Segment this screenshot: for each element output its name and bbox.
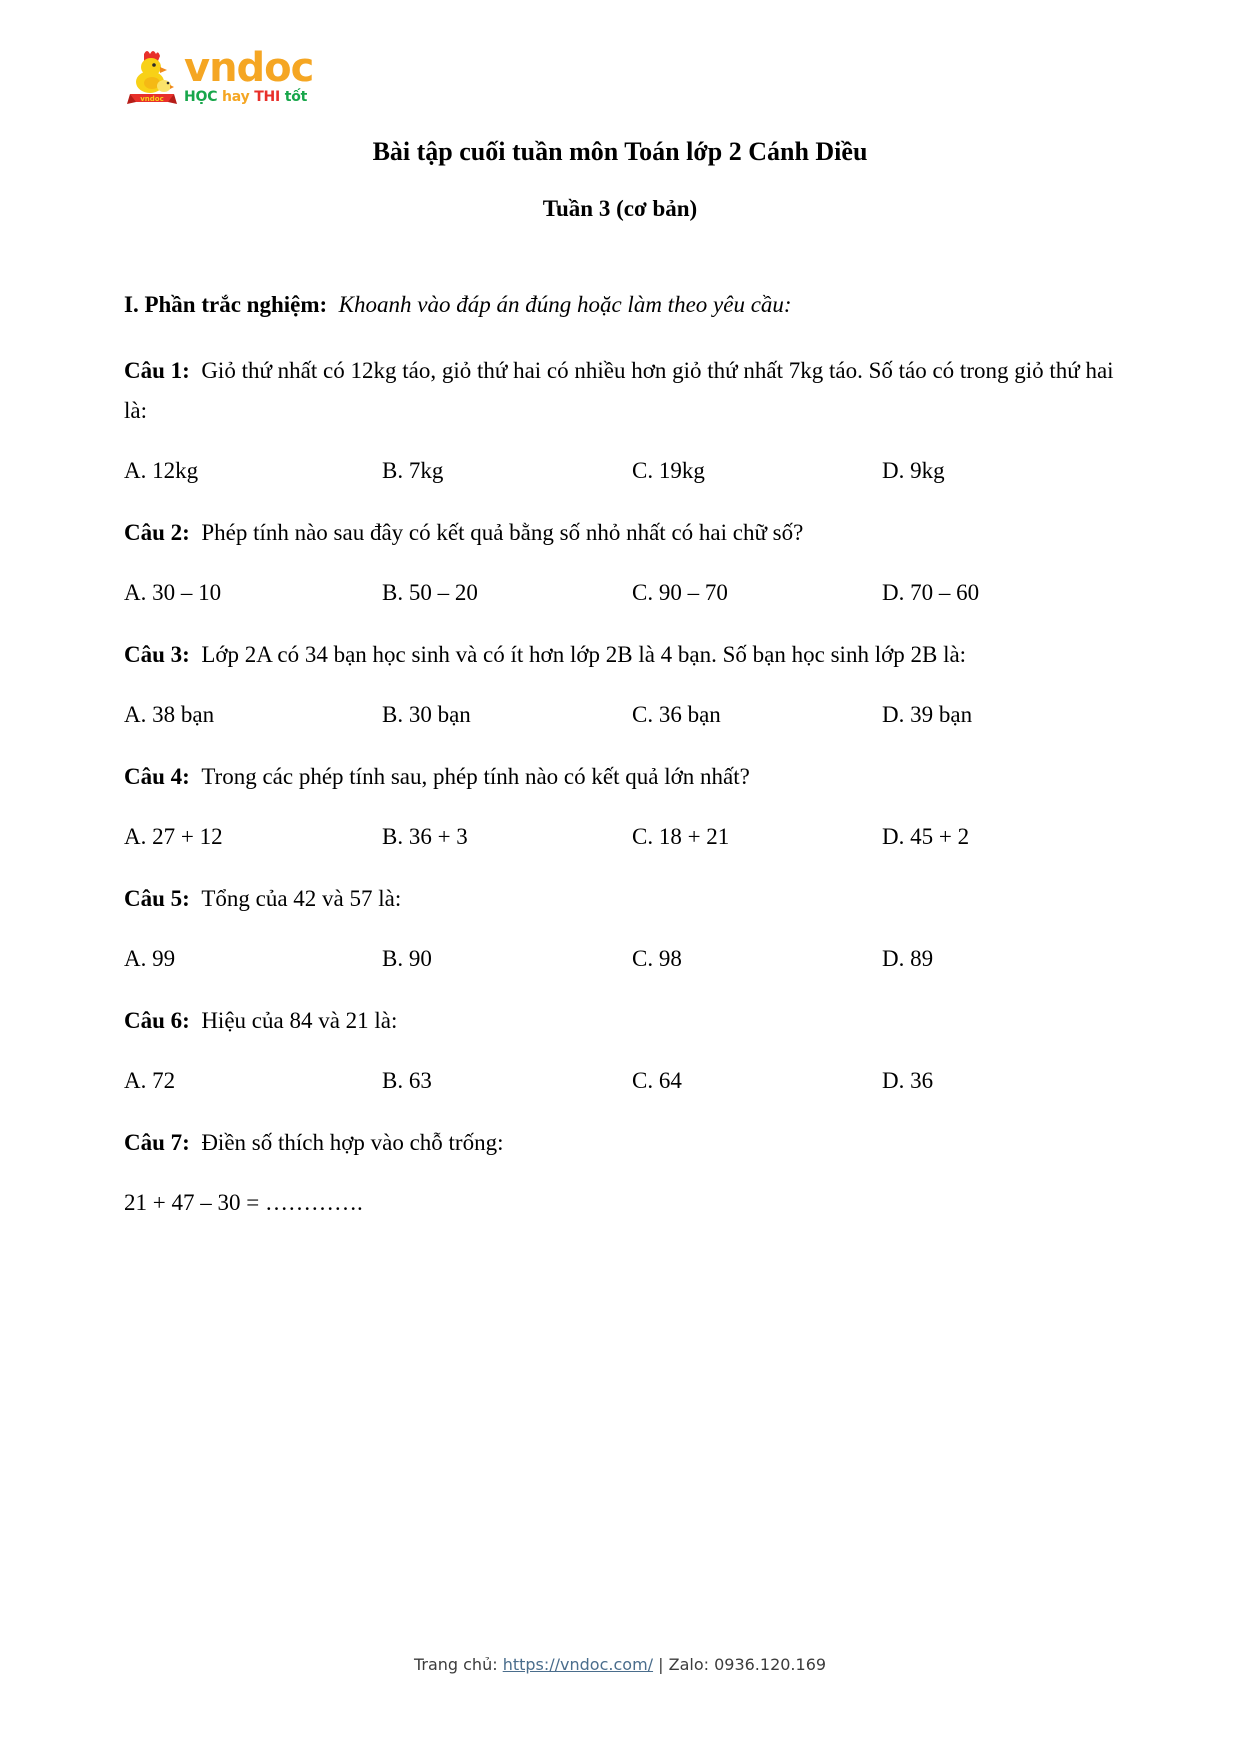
- tagline-hay: hay: [221, 89, 250, 105]
- question-label: Câu 6:: [124, 1008, 190, 1033]
- question-label: Câu 3:: [124, 642, 190, 667]
- question-block: [124, 1123, 1116, 1219]
- option-d[interactable]: D. 45 + 2: [882, 824, 970, 849]
- option-c[interactable]: C. 19kg: [632, 458, 705, 483]
- option-a[interactable]: A. 27 + 12: [124, 824, 223, 849]
- question-label: Câu 2:: [124, 520, 190, 545]
- option-b[interactable]: B. 30 bạn: [382, 702, 471, 727]
- tagline-hoc: HỌC: [184, 89, 218, 105]
- section-description: Khoanh vào đáp án đúng hoặc làm theo yêu cầu:: [338, 292, 792, 317]
- question-body: Hiệu của 84 và 21 là:: [201, 1008, 398, 1033]
- option-c[interactable]: C. 36 bạn: [632, 702, 721, 727]
- question-text: [124, 879, 1116, 919]
- fill-in-blank-line[interactable]: 21 + 47 – 30 = ………….: [124, 1190, 363, 1215]
- option-b[interactable]: B. 63: [382, 1068, 432, 1093]
- question-text: [124, 635, 1116, 675]
- question-text: [124, 1001, 1116, 1041]
- page-title: Bài tập cuối tuần môn Toán lớp 2 Cánh Diều: [372, 137, 868, 166]
- footer-contact: Zalo: 0936.120.169: [668, 1655, 827, 1674]
- question-text: [124, 351, 1116, 431]
- logo-wordmark: vndoc: [184, 45, 314, 91]
- option-c[interactable]: C. 90 – 70: [632, 580, 728, 605]
- footer-website-link[interactable]: https://vndoc.com/: [502, 1655, 654, 1674]
- question-block: [124, 879, 1116, 975]
- question-text: [124, 513, 1116, 553]
- option-b[interactable]: B. 50 – 20: [382, 580, 478, 605]
- section-label: I. Phần trắc nghiệm:: [124, 292, 328, 317]
- option-b[interactable]: B. 7kg: [382, 458, 444, 483]
- option-d[interactable]: D. 70 – 60: [882, 580, 980, 605]
- option-a[interactable]: A. 38 bạn: [124, 702, 215, 727]
- option-d[interactable]: D. 9kg: [882, 458, 945, 483]
- chicken-mascot-icon: [124, 46, 180, 110]
- question-body: Điền số thích hợp vào chỗ trống:: [201, 1130, 504, 1155]
- question-block: [124, 351, 1116, 487]
- answer-options: [124, 699, 1116, 731]
- option-a[interactable]: A. 12kg: [124, 458, 199, 483]
- option-a[interactable]: A. 99: [124, 946, 176, 971]
- question-body: Trong các phép tính sau, phép tính nào có kết quả lớn nhất?: [201, 764, 750, 789]
- option-a[interactable]: A. 72: [124, 1068, 176, 1093]
- question-label: Câu 1:: [124, 358, 190, 383]
- question-block: [124, 513, 1116, 609]
- option-d[interactable]: D. 39 bạn: [882, 702, 973, 727]
- question-label: Câu 5:: [124, 886, 190, 911]
- footer-prefix: Trang chủ:: [413, 1655, 503, 1674]
- answer-options: [124, 455, 1116, 487]
- question-body: Lớp 2A có 34 bạn học sinh và có ít hơn lớp 2B là 4 bạn. Số bạn học sinh lớp 2B là:: [201, 642, 967, 667]
- answer-options: [124, 943, 1116, 975]
- option-d[interactable]: D. 89: [882, 946, 934, 971]
- vndoc-logo[interactable]: [124, 46, 454, 118]
- answer-options: [124, 1065, 1116, 1097]
- option-b[interactable]: B. 36 + 3: [382, 824, 468, 849]
- page-subtitle: Tuần 3 (cơ bản): [542, 196, 698, 221]
- question-body: Tổng của 42 và 57 là:: [201, 886, 402, 911]
- question-body: Giỏ thứ nhất có 12kg táo, giỏ thứ hai có nhiều hơn giỏ thứ nhất 7kg táo. Số táo có trong giỏ thứ hai là:: [124, 358, 1114, 423]
- question-body: Phép tính nào sau đây có kết quả bằng số nhỏ nhất có hai chữ số?: [201, 520, 804, 545]
- footer-separator: |: [653, 1655, 669, 1674]
- tagline-thi: THI: [254, 89, 281, 105]
- tagline-tot: tốt: [284, 89, 308, 105]
- answer-options: [124, 821, 1116, 853]
- svg-text:vndoc: vndoc: [140, 95, 164, 103]
- option-b[interactable]: B. 90: [382, 946, 432, 971]
- question-text: [124, 1123, 1116, 1163]
- question-text: [124, 757, 1116, 797]
- question-block: [124, 757, 1116, 853]
- answer-options: [124, 577, 1116, 609]
- section-heading: [124, 285, 1116, 325]
- option-c[interactable]: C. 64: [632, 1068, 682, 1093]
- option-d[interactable]: D. 36: [882, 1068, 934, 1093]
- option-c[interactable]: C. 18 + 21: [632, 824, 730, 849]
- question-block: [124, 635, 1116, 731]
- logo-tagline: [184, 89, 307, 105]
- question-block: [124, 1001, 1116, 1097]
- option-a[interactable]: A. 30 – 10: [124, 580, 222, 605]
- option-c[interactable]: C. 98: [632, 946, 682, 971]
- question-label: Câu 4:: [124, 764, 190, 789]
- question-label: Câu 7:: [124, 1130, 190, 1155]
- page-footer: [0, 1655, 1240, 1675]
- document-content: [124, 223, 1116, 1219]
